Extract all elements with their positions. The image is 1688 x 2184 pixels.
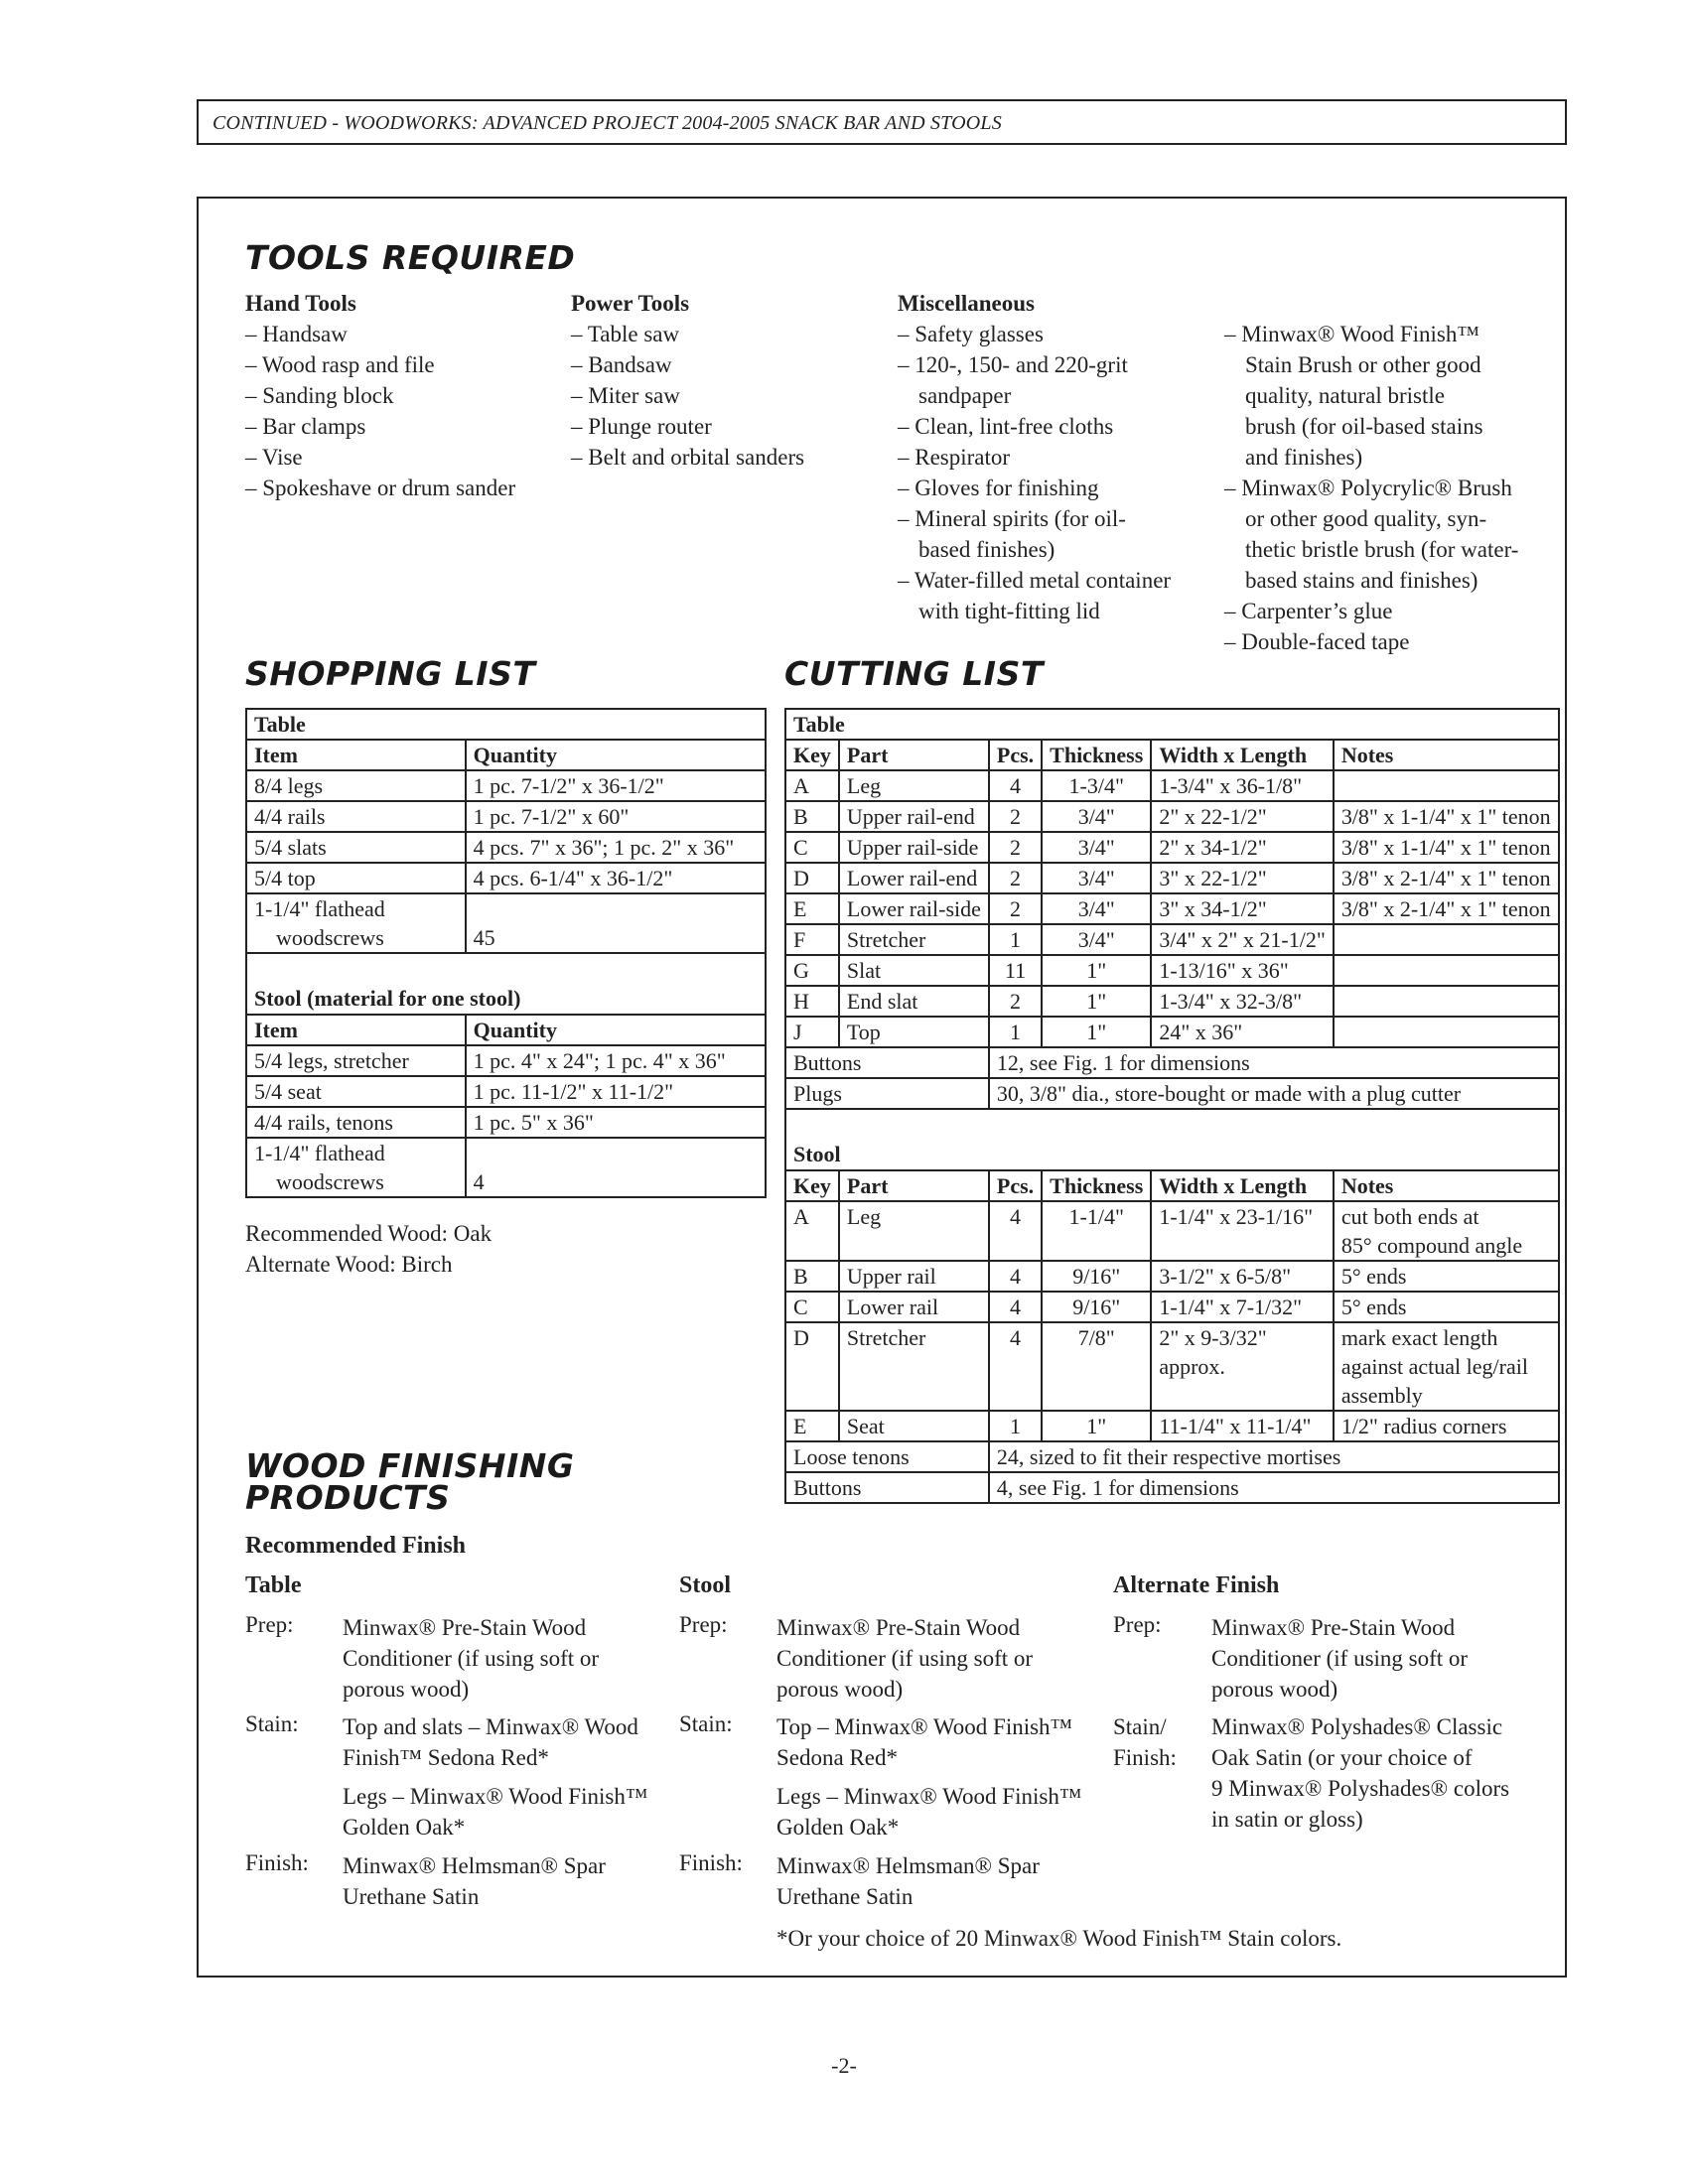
finish-footnote: *Or your choice of 20 Minwax® Wood Finish™ Stain colors. <box>776 1926 1342 1951</box>
shop-section-row <box>246 984 766 1015</box>
table-row <box>246 832 766 863</box>
table-cell: 1-1/4" x 7-1/32" <box>1151 1292 1334 1322</box>
table-cell: Thickness <box>1042 1170 1151 1201</box>
table-cell: Notes <box>1334 1170 1559 1201</box>
screws-qty: 45 <box>473 925 495 950</box>
table-cell <box>785 1109 1559 1140</box>
table-cell: 24" x 36" <box>1151 1017 1334 1047</box>
table-cell: Top <box>839 1017 989 1047</box>
table-cell: 8/4 legs <box>246 770 466 801</box>
table-cell: Pcs. <box>989 740 1042 770</box>
table-cell: 3/4" <box>1042 863 1151 893</box>
misc-list-2 <box>1224 319 1518 657</box>
stool-stain-text-1 <box>776 1711 1072 1773</box>
table-cell: Leg <box>839 1201 989 1261</box>
table-cell: 1 <box>989 1017 1042 1047</box>
misc-heading: Miscellaneous <box>898 291 1035 316</box>
cut-section-row <box>785 709 1559 740</box>
misc-item: brush (for oil-based stains <box>1245 414 1483 439</box>
misc-item: – Respirator <box>898 445 1011 470</box>
misc-item: – Minwax® Wood Finish™ <box>1224 322 1479 346</box>
finish-table-heading: Table <box>245 1572 302 1598</box>
table-stain-text-2 <box>343 1781 647 1843</box>
misc-item: Stain Brush or other good <box>1245 352 1481 377</box>
misc-item: thetic bristle brush (for water- <box>1245 537 1519 562</box>
table-cell: 4 <box>989 1261 1042 1292</box>
cut-extra-row <box>785 1078 1559 1109</box>
table-row <box>246 1045 766 1076</box>
alt-finish-label: Finish: <box>1113 1745 1177 1770</box>
text-line: Golden Oak* <box>776 1815 900 1840</box>
table-cell <box>466 893 766 953</box>
table-cell: 3/4" <box>1042 801 1151 832</box>
table-stain-text-1 <box>343 1711 638 1773</box>
misc-item: quality, natural bristle <box>1245 383 1445 408</box>
misc-item: – Carpenter’s glue <box>1224 599 1393 623</box>
table-cell: 1" <box>1042 1017 1151 1047</box>
table-cell: End slat <box>839 986 989 1017</box>
finishing-title-line2: PRODUCTS <box>245 1478 451 1517</box>
table-cell: 30, 3/8" dia., store-bought or made with a plug cutter <box>989 1078 1559 1109</box>
cut-stool-row <box>785 1322 1559 1411</box>
table-cell: 4 <box>989 1322 1042 1411</box>
text-line: porous wood) <box>1211 1677 1338 1702</box>
power-tool-item: – Belt and orbital sanders <box>571 445 805 470</box>
table-cell <box>1334 770 1559 801</box>
table-cell: 5/4 seat <box>246 1076 466 1107</box>
text-line: in satin or gloss) <box>1211 1807 1363 1832</box>
table-row <box>246 801 766 832</box>
table-cell: 2" x 34-1/2" <box>1151 832 1334 863</box>
power-tools-heading: Power Tools <box>571 291 690 316</box>
table-cell: 12, see Fig. 1 for dimensions <box>989 1047 1559 1078</box>
table-cell: C <box>785 832 839 863</box>
table-cell: Item <box>246 1015 466 1045</box>
table-cell: 4/4 rails, tenons <box>246 1107 466 1138</box>
table-cell: 3-1/2" x 6-5/8" <box>1151 1261 1334 1292</box>
text-line: Oak Satin (or your choice of <box>1211 1745 1473 1770</box>
table-prep-label: Prep: <box>245 1612 294 1637</box>
table-cell: 2 <box>989 893 1042 924</box>
table-cell: C <box>785 1292 839 1322</box>
alternate-finish-heading: Alternate Finish <box>1113 1572 1280 1598</box>
text-line: Sedona Red* <box>776 1745 899 1770</box>
misc-item: – Gloves for finishing <box>898 476 1099 500</box>
table-cell: 2" x 9-3/32" approx. <box>1151 1322 1334 1411</box>
table-cell: Seat <box>839 1411 989 1441</box>
table-cell: 7/8" <box>1042 1322 1151 1411</box>
table-cell <box>1334 986 1559 1017</box>
misc-item: based stains and finishes) <box>1245 568 1478 593</box>
table-cell: Stretcher <box>839 924 989 955</box>
text-line: Minwax® Pre-Stain Wood <box>776 1615 1021 1640</box>
cut-table-row <box>785 955 1559 986</box>
table-cell: E <box>785 1411 839 1441</box>
cut-stool-row <box>785 1411 1559 1441</box>
table-cell: 1-1/4" <box>1042 1201 1151 1261</box>
recommended-wood: Recommended Wood: Oak <box>245 1221 492 1246</box>
table-cell <box>1334 955 1559 986</box>
hand-tool-item: – Vise <box>245 445 303 470</box>
misc-column-2 <box>1224 319 1518 657</box>
table-cell: 3/8" x 1-1/4" x 1" tenon <box>1334 832 1559 863</box>
table-cell: Part <box>839 740 989 770</box>
table-cell: 1 <box>989 1411 1042 1441</box>
shop-stool-label: Stool (material for one stool) <box>246 984 766 1015</box>
table-cell: H <box>785 986 839 1017</box>
table-cell: 3" x 34-1/2" <box>1151 893 1334 924</box>
table-cell: Slat <box>839 955 989 986</box>
table-cell: Leg <box>839 770 989 801</box>
misc-item: – Mineral spirits (for oil- <box>898 506 1126 531</box>
table-cell: 3" x 22-1/2" <box>1151 863 1334 893</box>
table-cell: Lower rail-end <box>839 863 989 893</box>
screws-line2: woodscrews <box>276 1169 384 1194</box>
table-cell: B <box>785 801 839 832</box>
table-cell: Quantity <box>466 1015 766 1045</box>
table-cell: Buttons <box>785 1047 989 1078</box>
table-cell: Part <box>839 1170 989 1201</box>
cut-stool-label: Stool <box>785 1140 1559 1170</box>
hand-tools-heading: Hand Tools <box>245 291 356 316</box>
misc-item: – Safety glasses <box>898 322 1044 346</box>
table-cell: 4 pcs. 6-1/4" x 36-1/2" <box>466 863 766 893</box>
cut-section-row <box>785 1140 1559 1170</box>
hand-tool-item: – Spokeshave or drum sander <box>245 476 516 500</box>
table-cell: 1" <box>1042 1411 1151 1441</box>
header-text: CONTINUED - WOODWORKS: ADVANCED PROJECT 2004-2005 SNACK BAR AND STOOLS <box>212 112 1002 134</box>
stool-finish-text <box>776 1850 1040 1912</box>
alt-stain-text <box>1211 1711 1509 1835</box>
table-row <box>246 863 766 893</box>
table-cell <box>1334 1017 1559 1047</box>
cut-table-row <box>785 1017 1559 1047</box>
screws-line1: 1-1/4" flathead <box>254 1141 385 1165</box>
table-cell: 4 pcs. 7" x 36"; 1 pc. 2" x 36" <box>466 832 766 863</box>
table-cell: Item <box>246 740 466 770</box>
table-cell: Width x Length <box>1151 740 1334 770</box>
cut-extra-row <box>785 1441 1559 1472</box>
shop-table-label: Table <box>246 709 766 740</box>
table-cell: Upper rail-end <box>839 801 989 832</box>
cut-table-row <box>785 986 1559 1017</box>
page-header <box>197 99 1567 145</box>
table-cell: 1-3/4" <box>1042 770 1151 801</box>
table-row <box>246 1076 766 1107</box>
text-line: porous wood) <box>776 1677 904 1702</box>
shop-spacer-row <box>246 953 766 984</box>
wood-notes <box>245 1218 492 1280</box>
table-cell: 1 pc. 5" x 36" <box>466 1107 766 1138</box>
misc-item: based finishes) <box>918 537 1055 562</box>
table-cell: 9/16" <box>1042 1292 1151 1322</box>
table-cell: 2 <box>989 863 1042 893</box>
screws-qty: 4 <box>473 1169 485 1194</box>
table-cell: 3/4" <box>1042 924 1151 955</box>
table-row <box>246 893 766 953</box>
cut-header-row <box>785 1170 1559 1201</box>
table-cell: 1 pc. 7-1/2" x 36-1/2" <box>466 770 766 801</box>
table-cell: Lower rail <box>839 1292 989 1322</box>
table-cell: Upper rail <box>839 1261 989 1292</box>
stool-prep-label: Prep: <box>679 1612 728 1637</box>
text-line: Conditioner (if using soft or <box>776 1646 1034 1671</box>
text-line: porous wood) <box>343 1677 470 1702</box>
text-line: Minwax® Helmsman® Spar <box>776 1853 1040 1878</box>
table-cell: B <box>785 1261 839 1292</box>
cut-table-row <box>785 770 1559 801</box>
table-cell: Key <box>785 1170 839 1201</box>
cut-stool-row <box>785 1292 1559 1322</box>
recommended-finish-heading: Recommended Finish <box>245 1533 466 1559</box>
table-cell: 3/4" <box>1042 893 1151 924</box>
table-cell: mark exact length against actual leg/rail assembly <box>1334 1322 1559 1411</box>
table-cell: 4, see Fig. 1 for dimensions <box>989 1472 1559 1503</box>
text-line: Urethane Satin <box>343 1884 480 1909</box>
text-line: Conditioner (if using soft or <box>343 1646 600 1671</box>
table-cell: 2 <box>989 986 1042 1017</box>
cut-stool-row <box>785 1201 1559 1261</box>
table-cell: F <box>785 924 839 955</box>
misc-list <box>898 319 1171 626</box>
table-prep-text <box>343 1612 599 1705</box>
table-cell: 11-1/4" x 11-1/4" <box>1151 1411 1334 1441</box>
text-line: Urethane Satin <box>776 1884 914 1909</box>
power-tools-column <box>571 288 804 473</box>
table-cell: Width x Length <box>1151 1170 1334 1201</box>
table-cell: 4 <box>989 770 1042 801</box>
table-cell: 5/4 top <box>246 863 466 893</box>
misc-item: – Clean, lint-free cloths <box>898 414 1114 439</box>
text-line: Minwax® Polyshades® Classic <box>1211 1714 1503 1739</box>
cut-table-row <box>785 863 1559 893</box>
shop-header-row <box>246 1015 766 1045</box>
finish-stool-heading: Stool <box>679 1572 732 1598</box>
table-cell: A <box>785 1201 839 1261</box>
cut-table-row <box>785 801 1559 832</box>
table-cell: A <box>785 770 839 801</box>
table-row <box>246 1138 766 1197</box>
cut-stool-row <box>785 1261 1559 1292</box>
text-line: 9 Minwax® Polyshades® colors <box>1211 1776 1510 1801</box>
hand-tools-list <box>245 319 515 503</box>
table-cell: 1 pc. 7-1/2" x 60" <box>466 801 766 832</box>
table-cell <box>246 893 466 953</box>
table-cell: Lower rail-side <box>839 893 989 924</box>
table-cell: Thickness <box>1042 740 1151 770</box>
power-tool-item: – Miter saw <box>571 383 680 408</box>
alternate-wood: Alternate Wood: Birch <box>245 1252 453 1277</box>
cut-extra-row <box>785 1472 1559 1503</box>
power-tool-item: – Table saw <box>571 322 680 346</box>
misc-item: – 120-, 150- and 220-grit <box>898 352 1128 377</box>
table-cell: E <box>785 893 839 924</box>
table-cell <box>246 1138 466 1197</box>
table-cell: 2 <box>989 832 1042 863</box>
table-cell: D <box>785 863 839 893</box>
finishing-title-line1: WOOD FINISHING <box>245 1446 575 1485</box>
stool-stain-text-2 <box>776 1781 1081 1843</box>
alt-stain-label: Stain/ <box>1113 1714 1167 1739</box>
table-cell: 1-3/4" x 36-1/8" <box>1151 770 1334 801</box>
cut-header-row <box>785 740 1559 770</box>
table-cell: J <box>785 1017 839 1047</box>
table-cell: 11 <box>989 955 1042 986</box>
table-cell <box>246 953 766 984</box>
table-cell: Pcs. <box>989 1170 1042 1201</box>
hand-tool-item: – Handsaw <box>245 322 348 346</box>
screws-line2: woodscrews <box>276 925 384 950</box>
table-cell: 3/4" <box>1042 832 1151 863</box>
table-cell: 2 <box>989 801 1042 832</box>
table-cell: 1-1/4" x 23-1/16" <box>1151 1201 1334 1261</box>
table-cell <box>1334 924 1559 955</box>
table-cell: 3/8" x 2-1/4" x 1" tenon <box>1334 863 1559 893</box>
shop-header-row <box>246 740 766 770</box>
table-cell: Notes <box>1334 740 1559 770</box>
table-cell: 5° ends <box>1334 1292 1559 1322</box>
text-line: Finish™ Sedona Red* <box>343 1745 549 1770</box>
table-cell: Loose tenons <box>785 1441 989 1472</box>
cut-table-row <box>785 832 1559 863</box>
finishing-title <box>245 1446 575 1517</box>
table-cell: 5° ends <box>1334 1261 1559 1292</box>
table-cell: Quantity <box>466 740 766 770</box>
cut-table-row <box>785 924 1559 955</box>
table-cell <box>466 1138 766 1197</box>
cutting-title: CUTTING LIST <box>784 654 1044 693</box>
stool-stain-label: Stain: <box>679 1711 733 1736</box>
cut-extra-row <box>785 1047 1559 1078</box>
table-cell: Upper rail-side <box>839 832 989 863</box>
table-cell: G <box>785 955 839 986</box>
table-row <box>246 1107 766 1138</box>
table-stain-label: Stain: <box>245 1711 299 1736</box>
table-cell: Key <box>785 740 839 770</box>
alt-stain-finish-label <box>1113 1711 1177 1773</box>
misc-item: and finishes) <box>1245 445 1363 470</box>
table-cell: 3/8" x 2-1/4" x 1" tenon <box>1334 893 1559 924</box>
table-cell: 1 pc. 4" x 24"; 1 pc. 4" x 36" <box>466 1045 766 1076</box>
table-cell: 2" x 22-1/2" <box>1151 801 1334 832</box>
alt-prep-text <box>1211 1612 1468 1705</box>
table-cell: Stretcher <box>839 1322 989 1411</box>
table-finish-text <box>343 1850 606 1912</box>
table-cell: 4 <box>989 1201 1042 1261</box>
text-line: Legs – Minwax® Wood Finish™ <box>343 1784 648 1809</box>
text-line: Top – Minwax® Wood Finish™ <box>776 1714 1073 1739</box>
stool-prep-text <box>776 1612 1033 1705</box>
shopping-table <box>245 708 767 1198</box>
table-cell: 1-13/16" x 36" <box>1151 955 1334 986</box>
page-number: -2- <box>831 2053 857 2078</box>
shop-section-row <box>246 709 766 740</box>
table-cell: cut both ends at 85° compound angle <box>1334 1201 1559 1261</box>
table-cell: 5/4 legs, stretcher <box>246 1045 466 1076</box>
screws-line1: 1-1/4" flathead <box>254 896 385 921</box>
misc-column <box>898 288 1171 626</box>
power-tool-item: – Plunge router <box>571 414 712 439</box>
power-tool-item: – Bandsaw <box>571 352 672 377</box>
hand-tool-item: – Bar clamps <box>245 414 366 439</box>
table-row <box>246 770 766 801</box>
cut-spacer-row <box>785 1109 1559 1140</box>
power-tools-list <box>571 319 804 473</box>
stool-finish-label: Finish: <box>679 1850 743 1875</box>
text-line: Minwax® Helmsman® Spar <box>343 1853 606 1878</box>
text-line: Top and slats – Minwax® Wood <box>343 1714 638 1739</box>
table-cell: 1/2" radius corners <box>1334 1411 1559 1441</box>
table-cell: 1" <box>1042 955 1151 986</box>
table-cell: 5/4 slats <box>246 832 466 863</box>
table-cell: 3/8" x 1-1/4" x 1" tenon <box>1334 801 1559 832</box>
misc-item: with tight-fitting lid <box>918 599 1100 623</box>
table-cell: D <box>785 1322 839 1411</box>
table-cell: 1 pc. 11-1/2" x 11-1/2" <box>466 1076 766 1107</box>
misc-item: or other good quality, syn- <box>1245 506 1487 531</box>
misc-item: sandpaper <box>918 383 1012 408</box>
cut-table-row <box>785 893 1559 924</box>
table-cell: 4/4 rails <box>246 801 466 832</box>
cut-table-label: Table <box>785 709 1559 740</box>
table-cell: 1-3/4" x 32-3/8" <box>1151 986 1334 1017</box>
text-line: Minwax® Pre-Stain Wood <box>343 1615 587 1640</box>
cutting-table <box>784 708 1560 1504</box>
hand-tools-column <box>245 288 515 503</box>
hand-tool-item: – Sanding block <box>245 383 394 408</box>
hand-tool-item: – Wood rasp and file <box>245 352 435 377</box>
text-line: Minwax® Pre-Stain Wood <box>1211 1615 1456 1640</box>
misc-item: – Double-faced tape <box>1224 629 1410 654</box>
table-cell: Plugs <box>785 1078 989 1109</box>
shopping-title: SHOPPING LIST <box>245 654 536 693</box>
table-cell: 4 <box>989 1292 1042 1322</box>
table-cell: 1" <box>1042 986 1151 1017</box>
table-finish-label: Finish: <box>245 1850 309 1875</box>
alt-prep-label: Prep: <box>1113 1612 1162 1637</box>
table-cell: 3/4" x 2" x 21-1/2" <box>1151 924 1334 955</box>
table-cell: 24, sized to fit their respective mortises <box>989 1441 1559 1472</box>
table-cell: 1 <box>989 924 1042 955</box>
tools-title: TOOLS REQUIRED <box>245 238 576 277</box>
misc-item: – Minwax® Polycrylic® Brush <box>1224 476 1512 500</box>
text-line: Conditioner (if using soft or <box>1211 1646 1469 1671</box>
misc-item: – Water-filled metal container <box>898 568 1172 593</box>
text-line: Golden Oak* <box>343 1815 466 1840</box>
text-line: Legs – Minwax® Wood Finish™ <box>776 1784 1082 1809</box>
table-cell: 9/16" <box>1042 1261 1151 1292</box>
table-cell: Buttons <box>785 1472 989 1503</box>
